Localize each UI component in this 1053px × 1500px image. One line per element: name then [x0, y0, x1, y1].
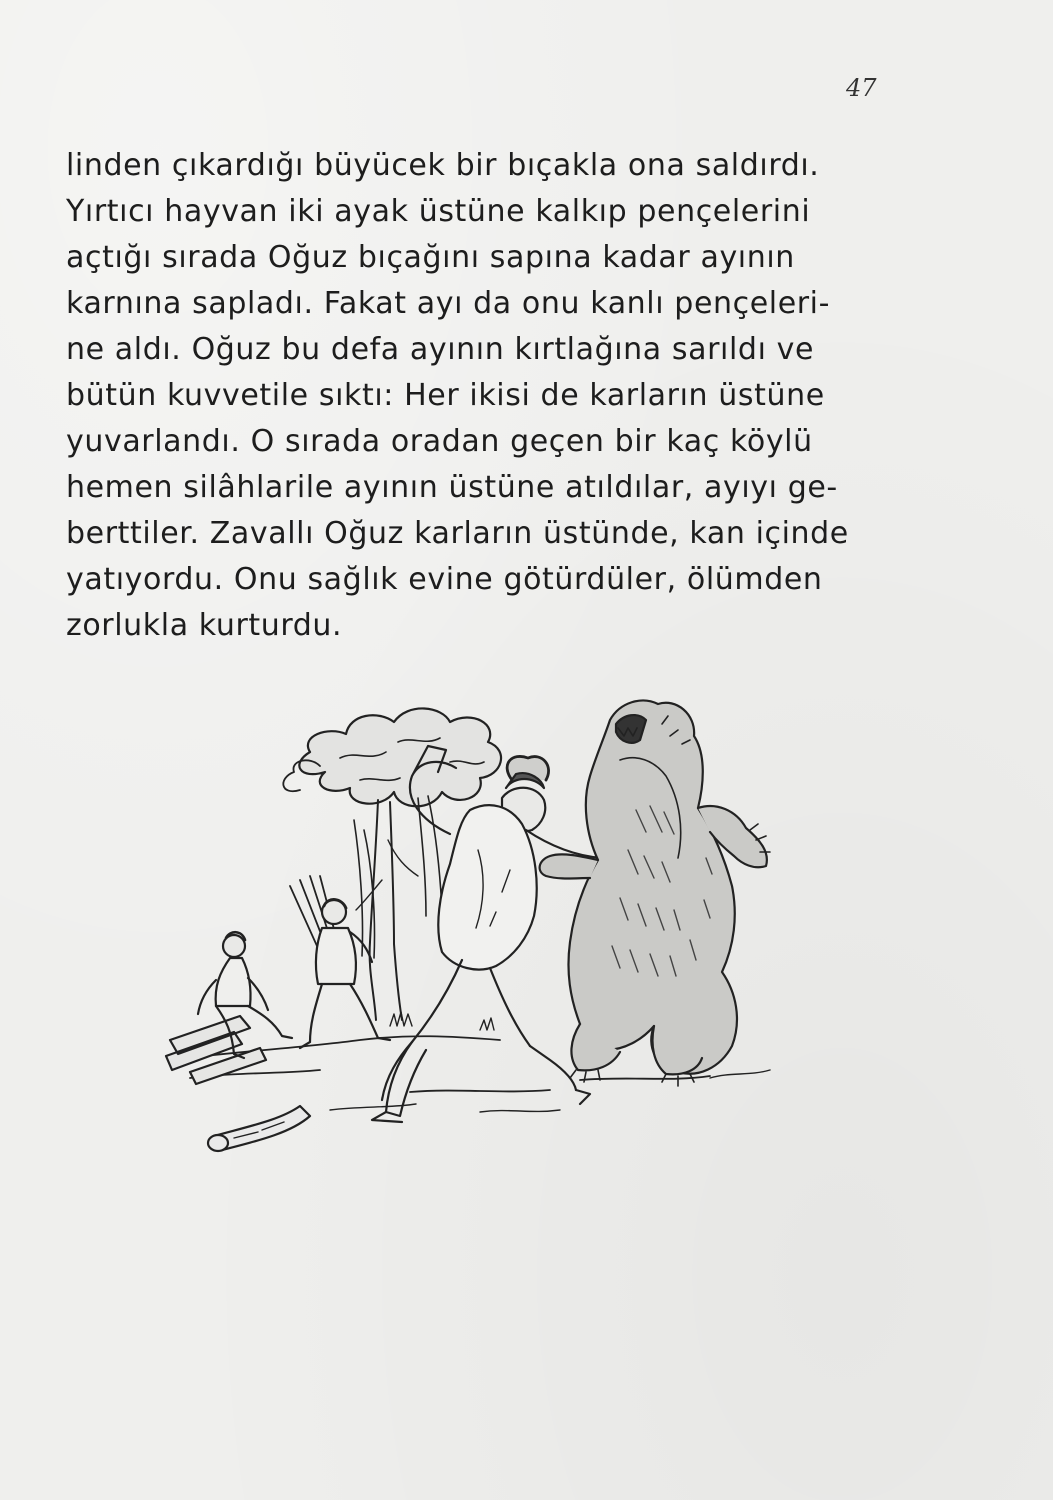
- text-line: berttiler. Zavallı Oğuz karların üstünde, kan içinde: [66, 516, 849, 551]
- text-line: karnına sapladı. Fakat ayı da onu kanlı pençeleri-: [66, 286, 831, 321]
- standing-boy: [290, 876, 390, 1048]
- text-line: bütün kuvvetile sıktı: Her ikisi de karların üstüne: [66, 378, 825, 413]
- grass: [390, 1012, 494, 1030]
- bear-attack-illustration: [150, 680, 850, 1180]
- text-line: linden çıkardığı büyücek bir bıçakla ona saldırdı.: [66, 148, 820, 183]
- text-line: yatıyordu. Onu sağlık evine götürdüler, ölümden: [66, 562, 823, 597]
- stick-end: [208, 1135, 228, 1151]
- text-line: Yırtıcı hayvan iki ayak üstüne kalkıp pençelerini: [66, 194, 811, 229]
- bear-figure: [540, 701, 770, 1086]
- text-line: ne aldı. Oğuz bu defa ayının kırtlağına sarıldı ve: [66, 332, 815, 367]
- page-number: 47: [846, 74, 877, 102]
- tree-foliage: [299, 708, 501, 806]
- body-text: [66, 143, 896, 649]
- text-line: açtığı sırada Oğuz bıçağını sapına kadar ayının: [66, 240, 795, 275]
- tree-trunk: [356, 840, 418, 910]
- text-line: hemen silâhlarile ayının üstüne atıldılar, ayıyı ge-: [66, 470, 838, 505]
- text-line: zorlukla kurturdu.: [66, 608, 343, 643]
- text-line: yuvarlandı. O sırada oradan geçen bir kaç köylü: [66, 424, 813, 459]
